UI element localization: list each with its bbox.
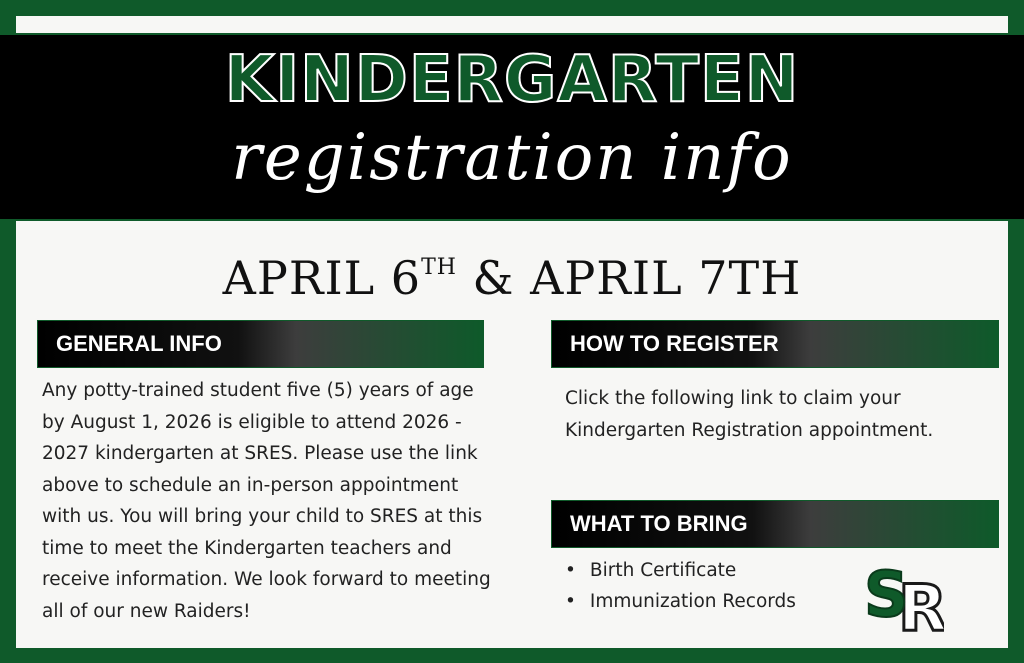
list-item: • Birth Certificate xyxy=(565,555,796,586)
logo-letter-r: R xyxy=(898,572,944,642)
date-first: APRIL 6 xyxy=(222,251,422,305)
date-second: & APRIL 7TH xyxy=(456,251,802,305)
school-logo-icon xyxy=(862,556,944,642)
general-info-heading: GENERAL INFO xyxy=(37,320,484,368)
date-first-suffix: TH xyxy=(421,255,457,280)
how-to-register-heading: HOW TO REGISTER xyxy=(551,320,999,368)
general-info-text: Any potty-trained student five (5) years of age by August 1, 2026 is eligible to attend 2026 - 2027 kindergarten at SRES. Please use the link above to schedule an in-person appointment with us. You will bring your child to SRES at this time to meet the Kindergarten teachers and receive information. We look forward to meeting all of our new Raiders! xyxy=(42,380,491,622)
registration-dates xyxy=(0,236,1024,310)
what-to-bring-heading: WHAT TO BRING xyxy=(551,500,999,548)
flyer-title: KINDERGARTEN xyxy=(224,43,800,117)
how-to-register-text: Click the following link to claim your Kindergarten Registration appointment. xyxy=(565,388,934,441)
flyer-subtitle: registration info xyxy=(231,121,793,195)
list-item: • Immunization Records xyxy=(565,586,796,617)
logo-letter-s: S xyxy=(864,558,909,631)
what-to-bring-list xyxy=(565,555,796,617)
